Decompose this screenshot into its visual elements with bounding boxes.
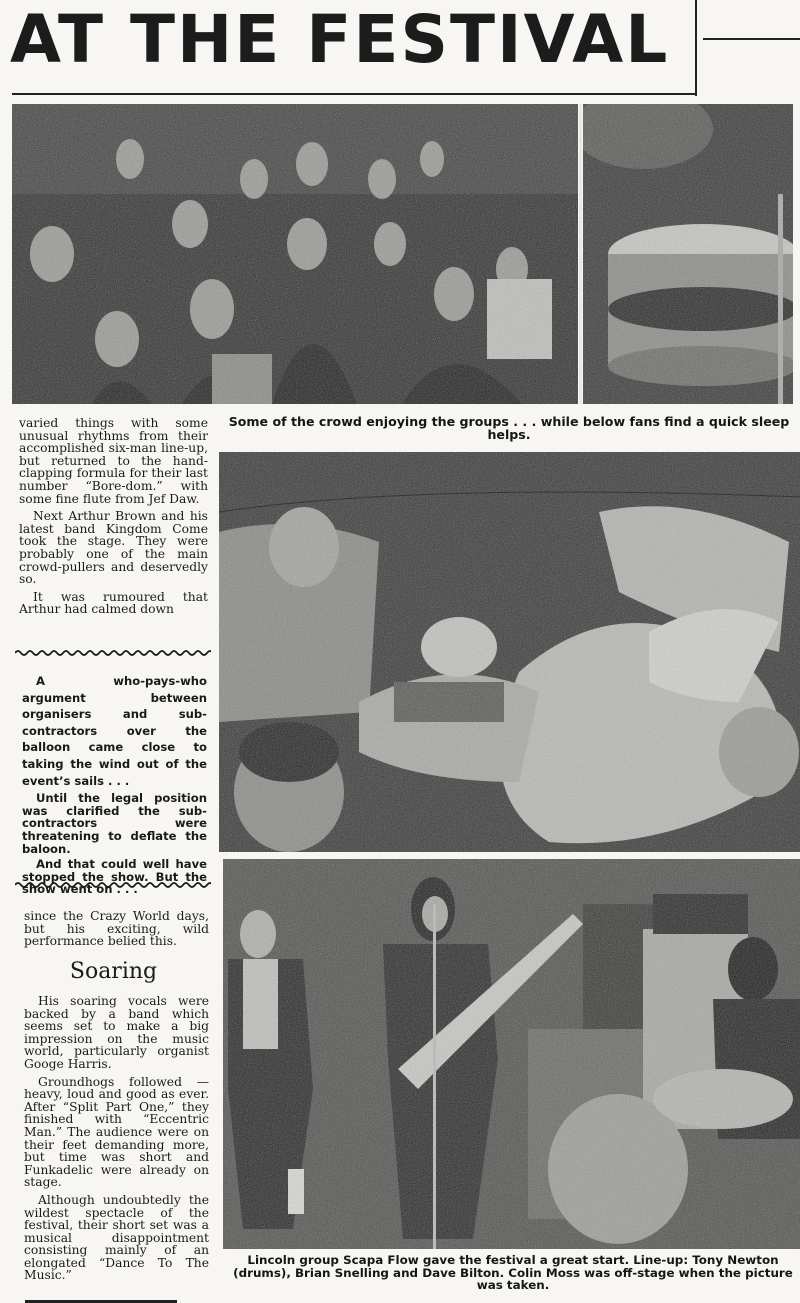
crowd-photo bbox=[12, 104, 578, 404]
article-column-top bbox=[19, 417, 208, 621]
article-paragraph: Next Arthur Brown and his latest band Kingdom Come took the stage. They were probably one of the main crowd-pullers and deservedly so. bbox=[19, 509, 208, 587]
sleeping-fans-photo bbox=[219, 452, 800, 852]
panel-paragraph: And that could well have stopped the show. But the show went on . . . bbox=[22, 857, 207, 897]
balloon-panel bbox=[22, 673, 207, 899]
article-paragraph: Although undoubtedly the wildest spectacle of the festival, their short set was a musical disappointment consisting mainly of an elongated “Dance To The Music.” bbox=[24, 1192, 209, 1283]
photo-divider bbox=[579, 104, 582, 404]
headline-box-right-rule bbox=[695, 0, 697, 96]
headline-side-rule bbox=[703, 38, 800, 40]
article-column-lead bbox=[24, 910, 209, 953]
article-paragraph: His soaring vocals were backed by a band which seems set to make a big impression on the music world, particularly organist Googe Harris. bbox=[24, 994, 209, 1071]
headline-underline bbox=[12, 93, 696, 95]
article-paragraph: since the Crazy World days, but his exciting, wild performance belied this. bbox=[24, 909, 209, 949]
panel-paragraph: A who-pays-who argument between organisers and sub-contractors over the balloon came close to taking the wind out of the event’s sails . . . bbox=[22, 674, 207, 788]
article-column-bottom bbox=[24, 995, 209, 1287]
crowd-caption: Some of the crowd enjoying the groups . . . while below fans find a quick sleep helps. bbox=[228, 414, 790, 442]
panel-paragraph: Until the legal position was clarified the sub-contractors were threatening to deflate the baloon. bbox=[22, 791, 207, 856]
drum-photo-image bbox=[583, 104, 793, 404]
wavy-rule-top bbox=[15, 648, 211, 656]
article-paragraph: varied things with some unusual rhythms from their accomplished six-man line-up, but returned to the hand-clapping formula for their last number “Bore-dom.” with some fine flute from Jef Daw. bbox=[19, 416, 208, 506]
sleeping-fans-photo-image bbox=[219, 452, 800, 852]
article-paragraph: Groundhogs followed — heavy, loud and good as ever. After “Split Part One,” they finished with “Eccentric Man.” The audience were on their feet demanding more, but time was short and Funkadelic were already on stage. bbox=[24, 1074, 209, 1190]
crowd-photo-image bbox=[12, 104, 578, 404]
wavy-rule-bottom bbox=[15, 880, 211, 888]
band-photo bbox=[223, 859, 800, 1249]
band-caption: Lincoln group Scapa Flow gave the festival a great start. Line-up: Tony Newton (drums), Brian Snelling and Dave Bilton. Colin Moss was off-stage when the picture was taken. bbox=[233, 1253, 793, 1292]
subheading-soaring: Soaring bbox=[69, 959, 158, 984]
drum-photo bbox=[583, 104, 793, 404]
band-photo-image bbox=[223, 859, 800, 1249]
headline: AT THE FESTIVAL bbox=[10, 1, 670, 78]
article-paragraph: It was rumoured that Arthur had calmed down bbox=[19, 589, 208, 617]
